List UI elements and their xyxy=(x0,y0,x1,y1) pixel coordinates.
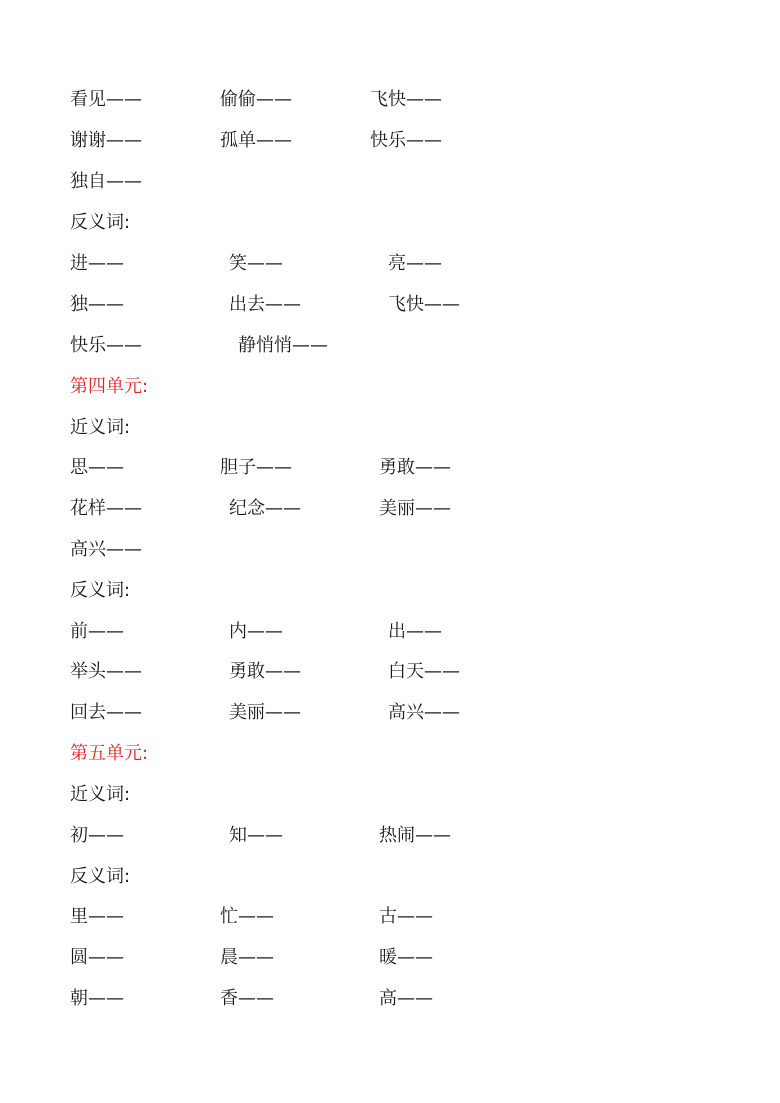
word-item: 飞快—— xyxy=(388,294,460,315)
u5-antonyms-label: 反义词: xyxy=(70,866,131,887)
u4-synonyms-label: 近义词: xyxy=(70,417,131,438)
word-item: 白天—— xyxy=(388,661,460,682)
word-item: 忙—— xyxy=(220,906,274,927)
u4-antonym-row-1 xyxy=(0,621,780,661)
u5-synonym-row-1 xyxy=(0,825,780,865)
word-item: 高—— xyxy=(379,988,433,1009)
word-item: 回去—— xyxy=(70,702,142,723)
word-item: 思—— xyxy=(70,457,124,478)
word-item: 孤单—— xyxy=(220,130,292,151)
unit4-heading: 第四单元: xyxy=(70,376,149,397)
unit5-heading: 第五单元: xyxy=(70,743,149,764)
word-item: 独—— xyxy=(70,294,124,315)
u4-synonym-row-3 xyxy=(0,539,780,579)
u4-antonym-row-2 xyxy=(0,661,780,701)
word-item: 看见—— xyxy=(70,89,142,110)
u5-antonym-row-1 xyxy=(0,906,780,946)
word-item: 美丽—— xyxy=(379,498,451,519)
u3-antonym-row-1 xyxy=(0,253,780,293)
word-item: 飞快—— xyxy=(370,89,442,110)
word-item: 纪念—— xyxy=(229,498,301,519)
u3-synonym-row-2 xyxy=(0,130,780,170)
u5-antonym-row-3 xyxy=(0,988,780,1028)
u4-synonyms-label-line xyxy=(0,417,780,457)
word-item: 里—— xyxy=(70,906,124,927)
u3-antonym-row-2 xyxy=(0,294,780,334)
word-item: 内—— xyxy=(229,621,283,642)
word-item: 初—— xyxy=(70,825,124,846)
word-item: 出—— xyxy=(388,621,442,642)
u4-antonyms-label: 反义词: xyxy=(70,580,131,601)
word-item: 偷偷—— xyxy=(220,89,292,110)
u3-antonyms-label: 反义词: xyxy=(70,212,131,233)
word-item: 快乐—— xyxy=(70,335,142,356)
word-item: 高兴—— xyxy=(388,702,460,723)
word-item: 朝—— xyxy=(70,988,124,1009)
u4-antonym-row-3 xyxy=(0,702,780,742)
u5-antonyms-label-line xyxy=(0,866,780,906)
word-item: 热闹—— xyxy=(379,825,451,846)
word-item: 举头—— xyxy=(70,661,142,682)
word-item: 笑—— xyxy=(229,253,283,274)
u4-antonyms-label-line xyxy=(0,580,780,620)
u5-antonym-row-2 xyxy=(0,947,780,987)
word-item: 知—— xyxy=(229,825,283,846)
word-item: 香—— xyxy=(220,988,274,1009)
word-item: 勇敢—— xyxy=(229,661,301,682)
word-item: 美丽—— xyxy=(229,702,301,723)
word-item: 花样—— xyxy=(70,498,142,519)
word-item: 胆子—— xyxy=(220,457,292,478)
u5-synonyms-label: 近义词: xyxy=(70,784,131,805)
u3-synonym-row-1 xyxy=(0,89,780,129)
u5-heading-line xyxy=(0,743,780,783)
u3-antonyms-label-line xyxy=(0,212,780,252)
word-item: 进—— xyxy=(70,253,124,274)
u3-synonym-row-3 xyxy=(0,171,780,211)
u5-synonyms-label-line xyxy=(0,784,780,824)
u4-heading-line xyxy=(0,376,780,416)
word-item: 圆—— xyxy=(70,947,124,968)
word-item: 亮—— xyxy=(388,253,442,274)
word-item: 出去—— xyxy=(229,294,301,315)
word-item: 勇敢—— xyxy=(379,457,451,478)
word-item: 静悄悄—— xyxy=(238,335,328,356)
word-item: 谢谢—— xyxy=(70,130,142,151)
u4-synonym-row-2 xyxy=(0,498,780,538)
word-item: 独自—— xyxy=(70,171,142,192)
word-item: 暖—— xyxy=(379,947,433,968)
u4-synonym-row-1 xyxy=(0,457,780,497)
word-item: 快乐—— xyxy=(370,130,442,151)
u3-antonym-row-3 xyxy=(0,335,780,375)
word-item: 高兴—— xyxy=(70,539,142,560)
word-item: 前—— xyxy=(70,621,124,642)
word-item: 古—— xyxy=(379,906,433,927)
word-item: 晨—— xyxy=(220,947,274,968)
